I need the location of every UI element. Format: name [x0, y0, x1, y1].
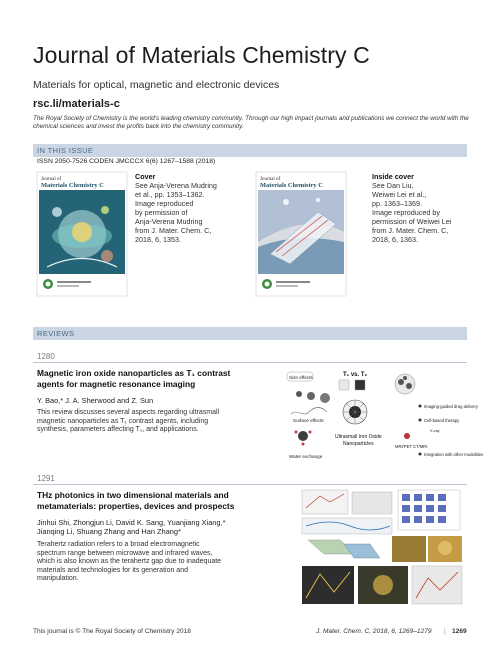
cover-caption — [135, 172, 217, 244]
inside-cover-line: See Dan Liu, — [372, 181, 414, 190]
inside-cover-line: from J. Mater. Chem. C, — [372, 226, 449, 235]
in-this-issue-band — [33, 144, 467, 157]
cover-image[interactable] — [37, 172, 127, 296]
footer-separator: | — [444, 628, 446, 635]
svg-text:T₁ vs. T₂: T₁ vs. T₂ — [343, 372, 368, 378]
inside-cover-line: permission of Weiwei Lei — [372, 217, 452, 226]
inside-cover-line: 2018, 6, 1363. — [372, 235, 418, 244]
article-divider — [33, 484, 467, 485]
cover-line: by permission of — [135, 208, 188, 217]
cover-heading: Cover — [135, 172, 156, 181]
cover-line: 2018, 6, 1353. — [135, 235, 181, 244]
article-page-number: 1280 — [37, 352, 55, 361]
article-title[interactable]: Magnetic iron oxide nanoparticles as T₁ contrast agents for magnetic resonance imaging — [37, 368, 231, 389]
journal-url[interactable]: rsc.li/materials-c — [33, 98, 120, 110]
svg-text:X-ray: X-ray — [430, 428, 440, 433]
svg-text:Imaging-guided drug delivery: Imaging-guided drug delivery — [424, 404, 479, 409]
cover-thumb-title-2: Materials Chemistry C — [41, 182, 104, 189]
inside-cover-line: pp. 1363–1369. — [372, 199, 422, 208]
footer-page-number: 1269 — [452, 628, 467, 635]
svg-text:Size effects: Size effects — [289, 375, 313, 380]
article-authors: Y. Bao,* J. A. Sherwood and Z. Sun — [37, 396, 154, 405]
svg-text:Cell-based therapy: Cell-based therapy — [424, 418, 460, 423]
svg-text:MRI/PET CT/MRI: MRI/PET CT/MRI — [395, 444, 428, 449]
inside-cover-thumb-title-2: Materials Chemistry C — [260, 182, 323, 189]
article-abstract: This review discusses several aspects regarding ultrasmall magnetic nanoparticles as T₁ contrast agents, including synthesis, parameters affecting T₁, and applications. — [37, 409, 220, 434]
journal-title: Journal of Materials Chemistry C — [33, 42, 370, 68]
article-divider — [33, 362, 467, 363]
svg-text:Nanoparticles: Nanoparticles — [343, 441, 374, 447]
cover-line: et al., pp. 1353–1362. — [135, 190, 205, 199]
reviews-band — [33, 327, 467, 340]
article-title[interactable]: THz photonics in two dimensional materials and metamaterials: properties, devices and prospects — [37, 490, 235, 511]
inside-cover-heading: Inside cover — [372, 172, 414, 181]
svg-text:Surface effects: Surface effects — [293, 418, 324, 423]
svg-text:Integration with other modalit: Integration with other modalities — [424, 452, 484, 457]
cover-line: Anja-Verena Mudring — [135, 217, 203, 226]
inside-cover-line: Weiwei Lei et al., — [372, 190, 427, 199]
article-abstract: Terahertz radiation refers to a broad electromagnetic spectrum range between microwave and infrared waves, which is also known as the terahertz gap due to inadequate materials and technologies for its generation and manipulation. — [37, 541, 222, 583]
reviews-label: REVIEWS — [37, 329, 75, 338]
article-authors: Jinhui Shi, Zhongjun Li, David K. Sang, Yuanjiang Xiang,* Jianqing Li, Shuang Zhang and Han Zhang* — [37, 518, 226, 536]
cover-line: Image reproduced — [135, 199, 194, 208]
journal-subtitle: Materials for optical, magnetic and electronic devices — [33, 79, 280, 91]
article-page-number: 1291 — [37, 474, 55, 483]
footer-copyright: This journal is © The Royal Society of Chemistry 2018 — [33, 628, 191, 635]
svg-text:Ultrasmall Iron Oxide: Ultrasmall Iron Oxide — [335, 434, 382, 440]
cover-thumb-title-1: Journal of — [41, 177, 62, 182]
rsc-blurb: The Royal Society of Chemistry is the world's leading chemistry community. Through our high impact journals and publications we connect the world with the chemical sciences and invest the profits back into the chemistry community. — [33, 115, 469, 130]
footer-citation: J. Mater. Chem. C, 2018, 6, 1269–1279 — [316, 628, 432, 635]
inside-cover-thumb-title-1: Journal of — [260, 177, 281, 182]
cover-line: See Anja-Verena Mudring — [135, 181, 217, 190]
cover-line: from J. Mater. Chem. C, — [135, 226, 212, 235]
svg-text:Water exchange: Water exchange — [289, 454, 323, 459]
inside-cover-image[interactable] — [256, 172, 346, 296]
issn-line: ISSN 2050-7526 CODEN JMCCCX 6(6) 1267–1588 (2018) — [37, 158, 216, 165]
inside-cover-caption — [372, 172, 451, 244]
in-this-issue-label: IN THIS ISSUE — [37, 146, 94, 155]
toc-graphic-nanoparticles[interactable] — [283, 366, 484, 466]
inside-cover-line: Image reproduced by — [372, 208, 440, 217]
toc-graphic-thz[interactable] — [300, 488, 464, 608]
